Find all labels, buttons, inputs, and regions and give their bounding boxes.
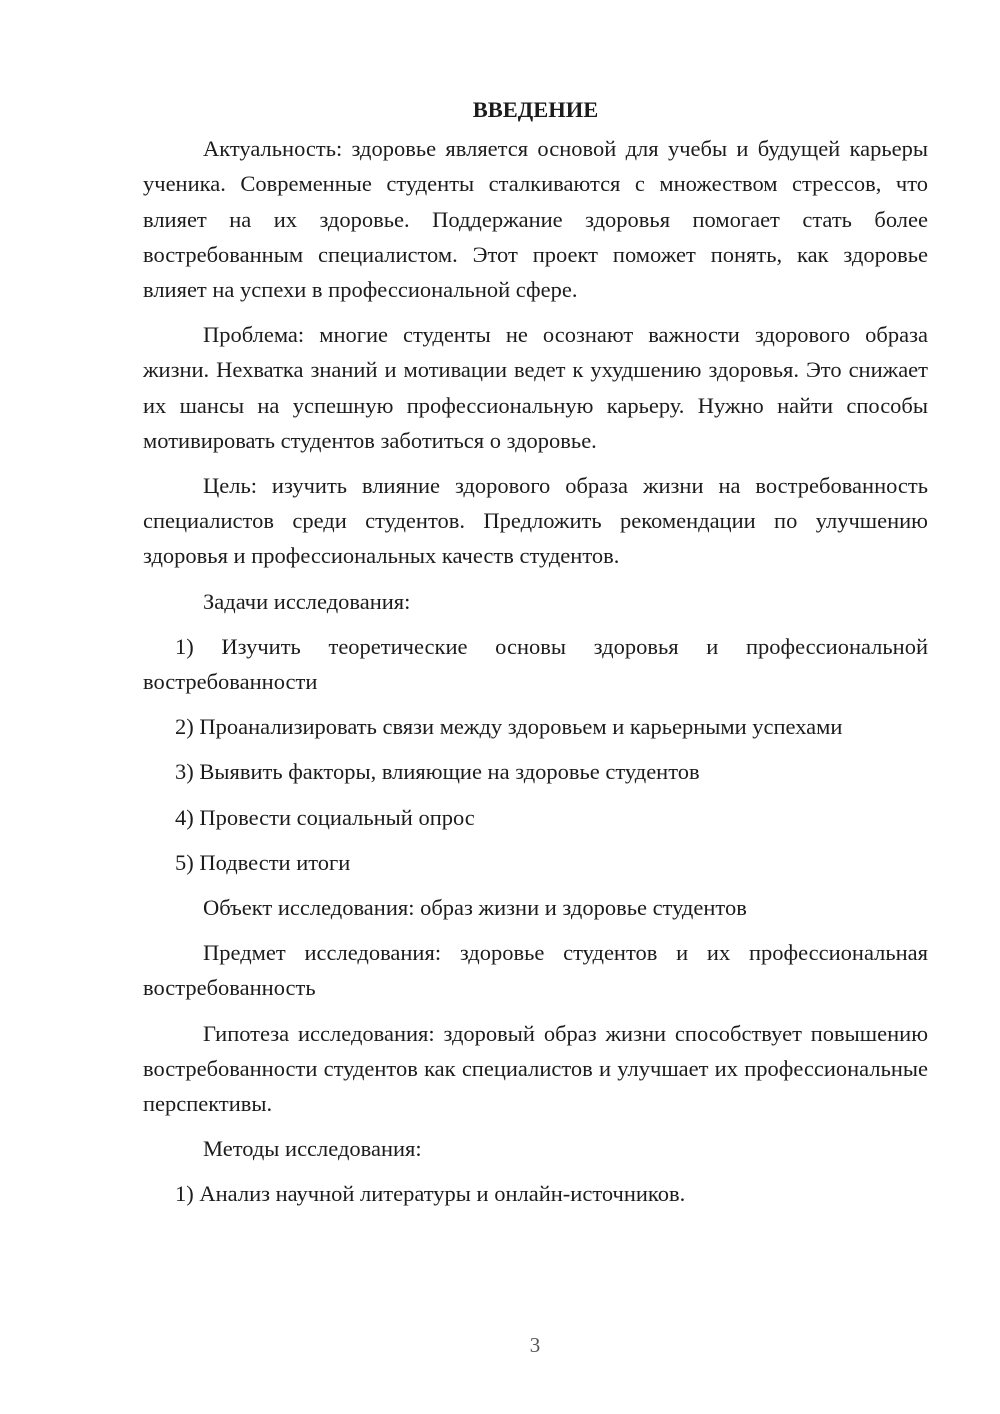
document-page	[143, 92, 928, 1222]
page-number: 3	[529, 1333, 541, 1357]
task-item-3: 3) Выявить факторы, влияющие на здоровье студентов	[175, 759, 700, 785]
task-item-5: 5) Подвести итоги	[175, 849, 351, 875]
methods-heading: Методы исследования:	[203, 1136, 422, 1162]
problem-paragraph: Проблема: многие студенты не осознают важности здорового образа жизни. Нехватка знаний и мотивации ведет к ухудшению здоровья. Это снижает их шансы на успешную профессиональную карьеру. Нужно найти способы мотивировать студентов заботиться о здоровье.	[143, 322, 928, 453]
page-title: ВВЕДЕНИЕ	[472, 97, 599, 122]
object-paragraph: Объект исследования: образ жизни и здоровье студентов	[203, 895, 747, 921]
task-item-2: 2) Проанализировать связи между здоровьем и карьерными успехами	[175, 714, 843, 740]
hypothesis-paragraph: Гипотеза исследования: здоровый образ жизни способствует повышению востребованности студентов как специалистов и улучшает их профессиональные перспективы.	[143, 1020, 928, 1117]
method-item-1: 1) Анализ научной литературы и онлайн-источников.	[175, 1181, 686, 1207]
goal-paragraph: Цель: изучить влияние здорового образа жизни на востребованность специалистов среди студентов. Предложить рекомендации по улучшению здоровья и профессиональных качеств студентов.	[143, 473, 928, 569]
tasks-heading: Задачи исследования:	[203, 588, 411, 614]
subject-paragraph: Предмет исследования: здоровье студентов и их профессиональная востребованность	[143, 940, 928, 1001]
task-item-1: 1) Изучить теоретические основы здоровья и профессиональной востребованности	[143, 633, 928, 695]
task-item-4: 4) Провести социальный опрос	[175, 804, 475, 830]
relevance-paragraph: Актуальность: здоровье является основой для учебы и будущей карьеры ученика. Современные студенты сталкиваются с множеством стрессов, что влияет на их здоровье. Поддержание здоровья помогает стать более востребованным специалистом. Этот проект поможет понять, как здоровье влияет на успехи в профессиональной сфере.	[143, 136, 928, 303]
